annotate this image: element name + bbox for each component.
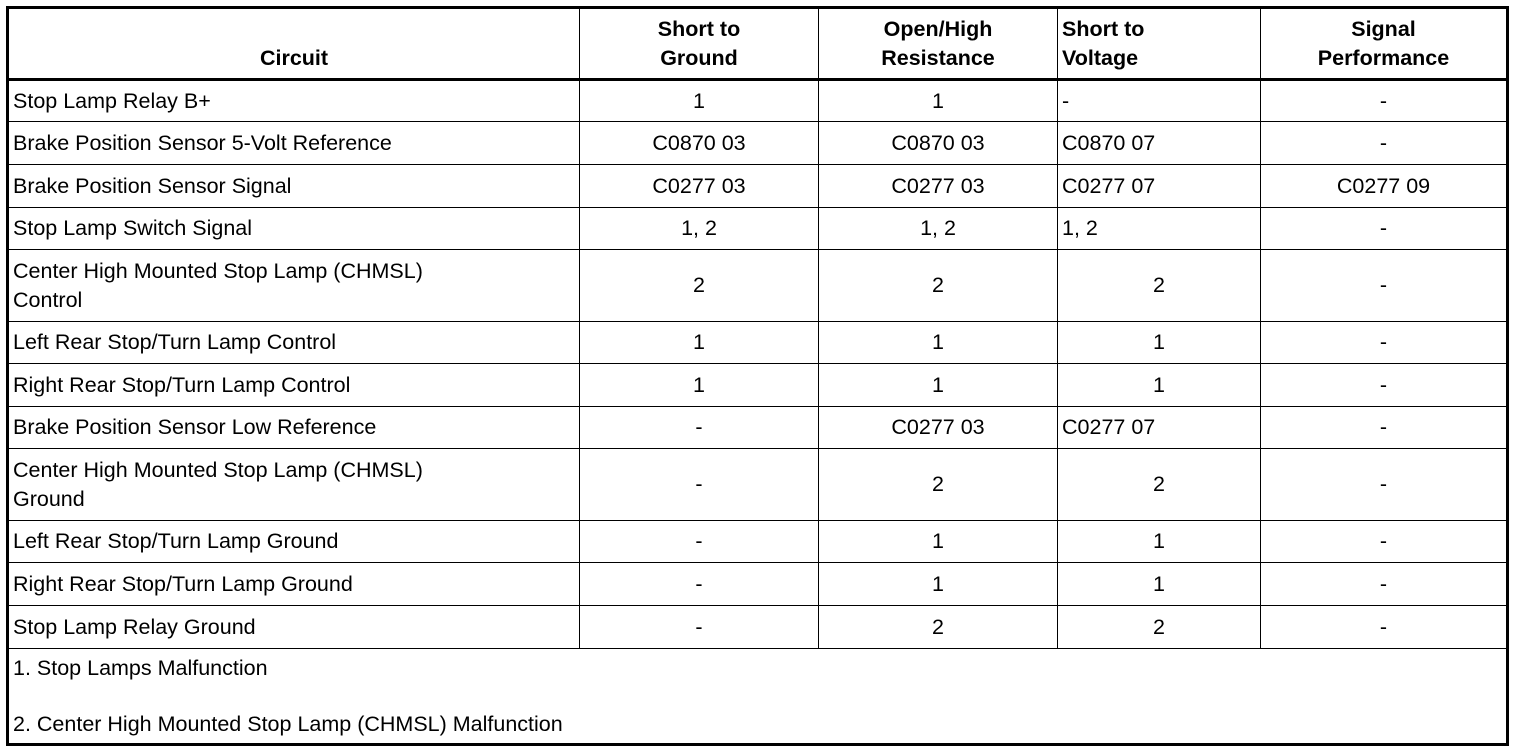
short-to-voltage-cell: - xyxy=(1058,80,1261,122)
short-to-ground-cell: C0277 03 xyxy=(580,165,819,208)
short-to-voltage-cell: C0277 07 xyxy=(1058,407,1261,449)
open-high-resistance-cell: 1 xyxy=(819,563,1058,606)
table-row xyxy=(8,122,1508,165)
open-high-resistance-cell: 1 xyxy=(819,322,1058,364)
short-to-ground-cell: - xyxy=(580,563,819,606)
table-row xyxy=(8,250,1508,322)
open-high-resistance-cell: C0277 03 xyxy=(819,165,1058,208)
header-signal-performance: Signal Performance xyxy=(1261,8,1508,80)
short-to-voltage-cell: C0277 07 xyxy=(1058,165,1261,208)
open-high-resistance-cell: 1 xyxy=(819,364,1058,407)
circuit-cell: Center High Mounted Stop Lamp (CHMSL) Ground xyxy=(8,449,580,521)
footnote-1: 1. Stop Lamps Malfunction xyxy=(13,655,268,680)
header-circuit: Circuit xyxy=(8,8,580,80)
footnotes xyxy=(8,649,1508,745)
signal-performance-cell: - xyxy=(1261,322,1508,364)
open-high-resistance-cell: C0277 03 xyxy=(819,407,1058,449)
short-to-voltage-cell: 2 xyxy=(1058,606,1261,649)
signal-performance-cell: - xyxy=(1261,208,1508,250)
signal-performance-cell: - xyxy=(1261,80,1508,122)
circuit-cell: Left Rear Stop/Turn Lamp Ground xyxy=(8,521,580,563)
short-to-voltage-cell: 1, 2 xyxy=(1058,208,1261,250)
short-to-ground-cell: 1 xyxy=(580,322,819,364)
signal-performance-cell: - xyxy=(1261,250,1508,322)
table-row xyxy=(8,80,1508,122)
header-short-to-voltage: Short to Voltage xyxy=(1058,8,1261,80)
open-high-resistance-cell: 1, 2 xyxy=(819,208,1058,250)
header-open-high-resistance: Open/High Resistance xyxy=(819,8,1058,80)
circuit-cell: Stop Lamp Relay B+ xyxy=(8,80,580,122)
short-to-ground-cell: - xyxy=(580,407,819,449)
circuit-cell: Brake Position Sensor Signal xyxy=(8,165,580,208)
signal-performance-cell: - xyxy=(1261,449,1508,521)
short-to-voltage-cell: 1 xyxy=(1058,322,1261,364)
circuit-cell: Stop Lamp Relay Ground xyxy=(8,606,580,649)
table-row xyxy=(8,364,1508,407)
short-to-ground-cell: 2 xyxy=(580,250,819,322)
short-to-ground-cell: C0870 03 xyxy=(580,122,819,165)
footnote-row xyxy=(8,649,1508,745)
header-row xyxy=(8,8,1508,80)
circuit-cell: Stop Lamp Switch Signal xyxy=(8,208,580,250)
short-to-ground-cell: - xyxy=(580,606,819,649)
signal-performance-cell: C0277 09 xyxy=(1261,165,1508,208)
signal-performance-cell: - xyxy=(1261,521,1508,563)
signal-performance-cell: - xyxy=(1261,364,1508,407)
table-row xyxy=(8,606,1508,649)
signal-performance-cell: - xyxy=(1261,122,1508,165)
short-to-ground-cell: 1 xyxy=(580,364,819,407)
signal-performance-cell: - xyxy=(1261,407,1508,449)
short-to-voltage-cell: 2 xyxy=(1058,250,1261,322)
table-row xyxy=(8,322,1508,364)
open-high-resistance-cell: 2 xyxy=(819,449,1058,521)
footnote-spacer xyxy=(13,683,1502,710)
short-to-voltage-cell: C0870 07 xyxy=(1058,122,1261,165)
short-to-ground-cell: 1 xyxy=(580,80,819,122)
short-to-voltage-cell: 1 xyxy=(1058,364,1261,407)
circuit-cell: Right Rear Stop/Turn Lamp Control xyxy=(8,364,580,407)
open-high-resistance-cell: C0870 03 xyxy=(819,122,1058,165)
short-to-voltage-cell: 1 xyxy=(1058,521,1261,563)
signal-performance-cell: - xyxy=(1261,563,1508,606)
short-to-ground-cell: 1, 2 xyxy=(580,208,819,250)
short-to-voltage-cell: 2 xyxy=(1058,449,1261,521)
footnote-2: 2. Center High Mounted Stop Lamp (CHMSL) Malfunction xyxy=(13,711,563,736)
table-row xyxy=(8,165,1508,208)
table-row xyxy=(8,449,1508,521)
circuit-cell: Center High Mounted Stop Lamp (CHMSL) Control xyxy=(8,250,580,322)
circuit-cell: Brake Position Sensor Low Reference xyxy=(8,407,580,449)
circuit-cell: Right Rear Stop/Turn Lamp Ground xyxy=(8,563,580,606)
short-to-ground-cell: - xyxy=(580,449,819,521)
open-high-resistance-cell: 1 xyxy=(819,521,1058,563)
table-row xyxy=(8,521,1508,563)
table-row xyxy=(8,208,1508,250)
table-row xyxy=(8,563,1508,606)
circuit-cell: Left Rear Stop/Turn Lamp Control xyxy=(8,322,580,364)
short-to-voltage-cell: 1 xyxy=(1058,563,1261,606)
short-to-ground-cell: - xyxy=(580,521,819,563)
circuit-cell: Brake Position Sensor 5-Volt Reference xyxy=(8,122,580,165)
open-high-resistance-cell: 1 xyxy=(819,80,1058,122)
signal-performance-cell: - xyxy=(1261,606,1508,649)
open-high-resistance-cell: 2 xyxy=(819,606,1058,649)
circuit-diagnostic-table xyxy=(6,6,1509,746)
header-short-to-ground: Short to Ground xyxy=(580,8,819,80)
open-high-resistance-cell: 2 xyxy=(819,250,1058,322)
table-row xyxy=(8,407,1508,449)
